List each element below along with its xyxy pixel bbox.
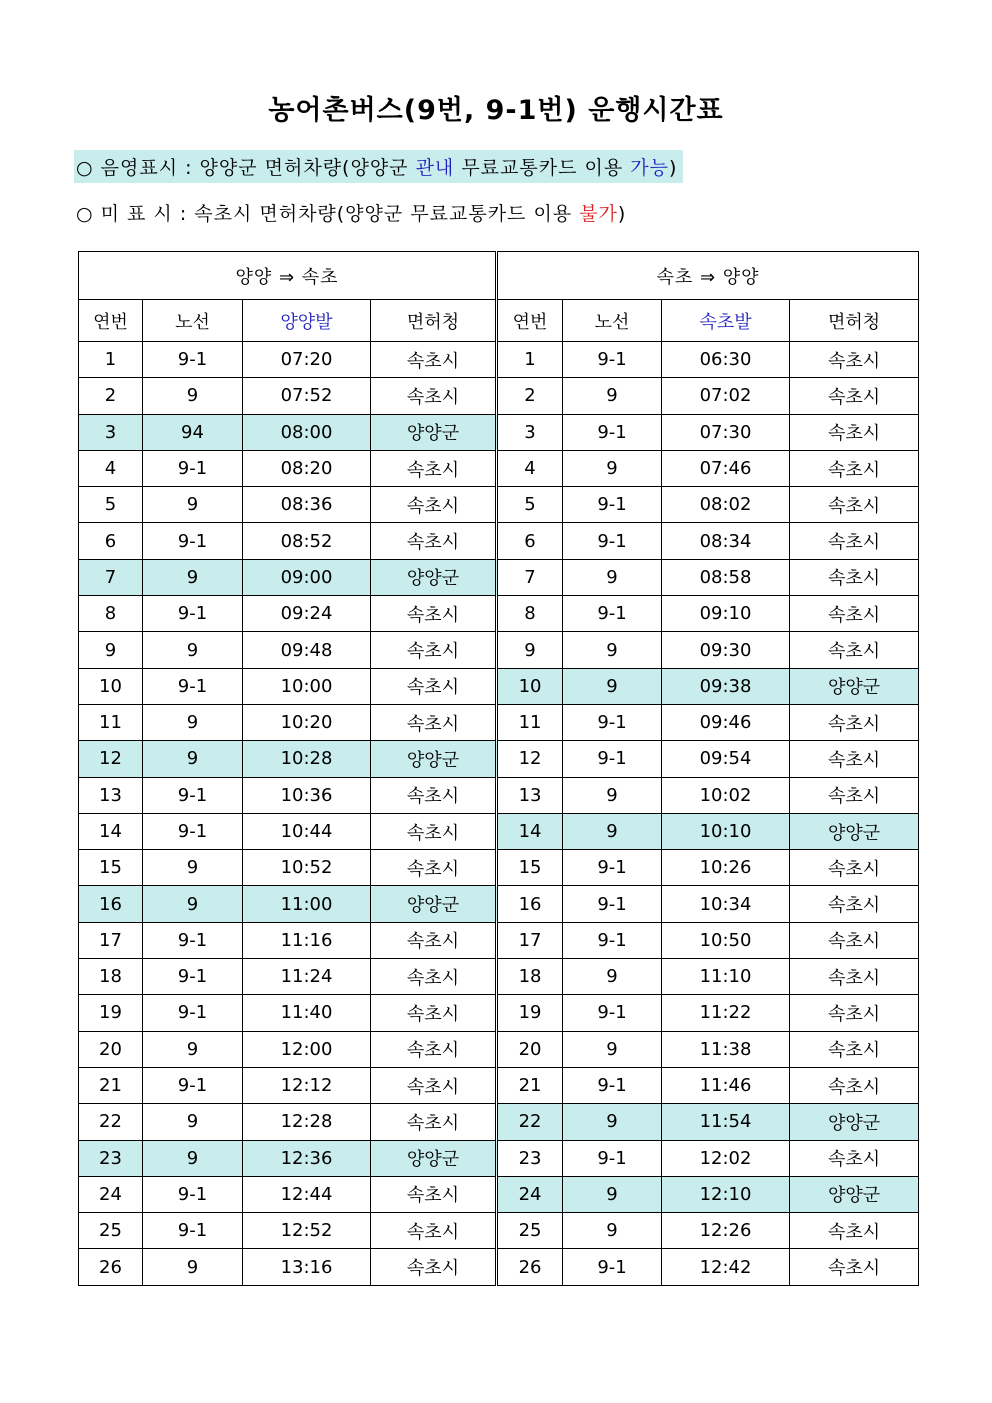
- departure-time-cell: 08:34: [662, 523, 790, 559]
- departure-time-cell: 12:10: [662, 1176, 790, 1212]
- header-route: 노선: [563, 300, 662, 342]
- row-number: 5: [79, 487, 143, 523]
- departure-time-cell: 12:26: [662, 1213, 790, 1249]
- route-cell: 9: [143, 1249, 243, 1285]
- departure-time-cell: 11:46: [662, 1067, 790, 1103]
- route-cell: 9-1: [563, 1140, 662, 1176]
- route-cell: 9: [143, 632, 243, 668]
- departure-time-cell: 11:54: [662, 1104, 790, 1140]
- departure-time-cell: 13:16: [243, 1249, 371, 1285]
- row-number: 19: [79, 995, 143, 1031]
- header-departure-yangyang: 양양발: [243, 300, 371, 342]
- row-number: 3: [497, 414, 563, 450]
- row-number: 18: [497, 959, 563, 995]
- route-cell: 9-1: [143, 995, 243, 1031]
- note-bullet: ○: [76, 157, 94, 179]
- row-number: 17: [497, 922, 563, 958]
- route-cell: 9-1: [563, 850, 662, 886]
- departure-time-cell: 09:46: [662, 704, 790, 740]
- route-cell: 9: [563, 668, 662, 704]
- agency-cell: 속초시: [790, 777, 919, 813]
- departure-time-cell: 07:30: [662, 414, 790, 450]
- route-cell: 9: [143, 1104, 243, 1140]
- departure-time-cell: 11:16: [243, 922, 371, 958]
- route-cell: 9-1: [143, 1213, 243, 1249]
- departure-time-cell: 09:38: [662, 668, 790, 704]
- departure-time-cell: 07:46: [662, 450, 790, 486]
- departure-time-cell: 07:02: [662, 378, 790, 414]
- row-number: 16: [497, 886, 563, 922]
- route-cell: 9: [143, 741, 243, 777]
- header-agency: 면허청: [790, 300, 919, 342]
- departure-time-cell: 11:24: [243, 959, 371, 995]
- route-cell: 9: [563, 813, 662, 849]
- table-row: [79, 668, 919, 704]
- row-number: 6: [497, 523, 563, 559]
- departure-time-cell: 11:22: [662, 995, 790, 1031]
- agency-cell: 속초시: [790, 741, 919, 777]
- departure-time-cell: 09:54: [662, 741, 790, 777]
- agency-cell: 속초시: [371, 668, 497, 704]
- agency-cell: 속초시: [790, 487, 919, 523]
- route-cell: 9-1: [563, 1067, 662, 1103]
- row-number: 8: [497, 596, 563, 632]
- agency-cell: 속초시: [371, 813, 497, 849]
- note-bullet: ○: [76, 203, 94, 225]
- agency-cell: 속초시: [371, 450, 497, 486]
- departure-time-cell: 07:52: [243, 378, 371, 414]
- row-number: 1: [497, 342, 563, 378]
- route-cell: 9-1: [143, 1067, 243, 1103]
- agency-cell: 속초시: [790, 704, 919, 740]
- agency-cell: 속초시: [371, 922, 497, 958]
- table-row: [79, 995, 919, 1031]
- route-cell: 9-1: [563, 995, 662, 1031]
- row-number: 9: [497, 632, 563, 668]
- departure-time-cell: 12:00: [243, 1031, 371, 1067]
- note-text: ): [617, 203, 627, 225]
- route-cell: 9: [563, 1176, 662, 1212]
- departure-time-cell: 09:30: [662, 632, 790, 668]
- row-number: 14: [497, 813, 563, 849]
- departure-time-cell: 10:02: [662, 777, 790, 813]
- route-cell: 9: [143, 559, 243, 595]
- departure-time-cell: 11:00: [243, 886, 371, 922]
- route-cell: 9: [563, 632, 662, 668]
- note-text: 무료교통카드 이용: [454, 157, 631, 179]
- route-cell: 9: [563, 1104, 662, 1140]
- row-number: 23: [79, 1140, 143, 1176]
- agency-cell: 속초시: [371, 1067, 497, 1103]
- route-cell: 9: [563, 1031, 662, 1067]
- departure-time-cell: 10:10: [662, 813, 790, 849]
- note-text: 음영표시 : 양양군 면허차량(양양군: [93, 157, 416, 179]
- agency-cell: 속초시: [790, 378, 919, 414]
- departure-time-cell: 08:36: [243, 487, 371, 523]
- timetable: [78, 251, 919, 1286]
- row-number: 6: [79, 523, 143, 559]
- header-route: 노선: [143, 300, 243, 342]
- row-number: 24: [497, 1176, 563, 1212]
- departure-time-cell: 10:34: [662, 886, 790, 922]
- table-row: [79, 559, 919, 595]
- departure-time-cell: 12:44: [243, 1176, 371, 1212]
- timetable-body: [79, 342, 919, 1286]
- header-number: 연번: [497, 300, 563, 342]
- table-row: [79, 850, 919, 886]
- agency-cell: 속초시: [371, 342, 497, 378]
- row-number: 1: [79, 342, 143, 378]
- table-row: [79, 414, 919, 450]
- agency-cell: 속초시: [371, 1031, 497, 1067]
- agency-cell: 양양군: [790, 668, 919, 704]
- row-number: 14: [79, 813, 143, 849]
- departure-time-cell: 10:20: [243, 704, 371, 740]
- table-row: [79, 741, 919, 777]
- direction-yangyang-to-sokcho: 양양 ⇒ 속초: [79, 252, 497, 300]
- agency-cell: 속초시: [790, 922, 919, 958]
- route-cell: 9: [563, 450, 662, 486]
- departure-time-cell: 10:52: [243, 850, 371, 886]
- row-number: 15: [79, 850, 143, 886]
- row-number: 10: [497, 668, 563, 704]
- agency-cell: 속초시: [790, 1031, 919, 1067]
- row-number: 2: [497, 378, 563, 414]
- table-row: [79, 342, 919, 378]
- table-row: [79, 813, 919, 849]
- row-number: 17: [79, 922, 143, 958]
- row-number: 5: [497, 487, 563, 523]
- agency-cell: 속초시: [790, 995, 919, 1031]
- agency-cell: 속초시: [790, 342, 919, 378]
- agency-cell: 속초시: [790, 1140, 919, 1176]
- row-number: 10: [79, 668, 143, 704]
- route-cell: 9: [143, 1031, 243, 1067]
- row-number: 25: [497, 1213, 563, 1249]
- agency-cell: 속초시: [790, 414, 919, 450]
- row-number: 16: [79, 886, 143, 922]
- departure-time-cell: 12:42: [662, 1249, 790, 1285]
- agency-cell: 속초시: [371, 704, 497, 740]
- row-number: 11: [79, 704, 143, 740]
- page-title: 농어촌버스(9번, 9-1번) 운행시간표: [268, 95, 724, 126]
- table-row: [79, 922, 919, 958]
- direction-sokcho-to-yangyang: 속초 ⇒ 양양: [497, 252, 919, 300]
- row-number: 21: [497, 1067, 563, 1103]
- departure-time-cell: 10:36: [243, 777, 371, 813]
- agency-cell: 속초시: [371, 378, 497, 414]
- departure-time-cell: 11:40: [243, 995, 371, 1031]
- route-cell: 9-1: [563, 596, 662, 632]
- departure-time-cell: 08:02: [662, 487, 790, 523]
- note-highlight-text: 가능: [630, 157, 669, 179]
- departure-time-cell: 06:30: [662, 342, 790, 378]
- agency-cell: 양양군: [371, 559, 497, 595]
- departure-time-cell: 10:26: [662, 850, 790, 886]
- departure-time-cell: 08:20: [243, 450, 371, 486]
- agency-cell: 속초시: [790, 886, 919, 922]
- route-cell: 9-1: [143, 813, 243, 849]
- route-cell: 9-1: [143, 959, 243, 995]
- route-cell: 9: [143, 704, 243, 740]
- table-row: [79, 450, 919, 486]
- route-cell: 9-1: [143, 450, 243, 486]
- departure-time-cell: 09:10: [662, 596, 790, 632]
- agency-cell: 양양군: [371, 414, 497, 450]
- route-cell: 9: [563, 777, 662, 813]
- agency-cell: 속초시: [371, 1213, 497, 1249]
- route-cell: 9-1: [563, 741, 662, 777]
- agency-cell: 속초시: [790, 1213, 919, 1249]
- table-row: [79, 1104, 919, 1140]
- agency-cell: 양양군: [790, 813, 919, 849]
- table-row: [79, 1140, 919, 1176]
- agency-cell: 속초시: [371, 487, 497, 523]
- row-number: 2: [79, 378, 143, 414]
- row-number: 13: [79, 777, 143, 813]
- agency-cell: 속초시: [790, 596, 919, 632]
- table-row: [79, 378, 919, 414]
- row-number: 19: [497, 995, 563, 1031]
- route-cell: 9-1: [563, 414, 662, 450]
- departure-time-cell: 10:44: [243, 813, 371, 849]
- row-number: 22: [79, 1104, 143, 1140]
- route-cell: 9-1: [143, 777, 243, 813]
- row-number: 20: [497, 1031, 563, 1067]
- note-highlight-text: 관내: [415, 157, 455, 179]
- route-cell: 9-1: [563, 886, 662, 922]
- route-cell: 9-1: [563, 523, 662, 559]
- table-row: [79, 1067, 919, 1103]
- agency-cell: 속초시: [790, 523, 919, 559]
- departure-time-cell: 09:48: [243, 632, 371, 668]
- departure-time-cell: 12:36: [243, 1140, 371, 1176]
- route-cell: 9: [143, 378, 243, 414]
- departure-time-cell: 07:20: [243, 342, 371, 378]
- header-agency: 면허청: [371, 300, 497, 342]
- row-number: 22: [497, 1104, 563, 1140]
- table-row: [79, 523, 919, 559]
- route-cell: 9: [563, 959, 662, 995]
- row-number: 4: [497, 450, 563, 486]
- route-cell: 9: [563, 559, 662, 595]
- agency-cell: 양양군: [790, 1176, 919, 1212]
- route-cell: 9: [563, 378, 662, 414]
- row-number: 25: [79, 1213, 143, 1249]
- agency-cell: 속초시: [371, 632, 497, 668]
- row-number: 9: [79, 632, 143, 668]
- route-cell: 9: [563, 1213, 662, 1249]
- agency-cell: 속초시: [371, 523, 497, 559]
- row-number: 26: [497, 1249, 563, 1285]
- departure-time-cell: 12:12: [243, 1067, 371, 1103]
- agency-cell: 양양군: [371, 1140, 497, 1176]
- row-number: 15: [497, 850, 563, 886]
- agency-cell: 속초시: [371, 850, 497, 886]
- table-row: [79, 1176, 919, 1212]
- agency-cell: 속초시: [371, 1104, 497, 1140]
- agency-cell: 속초시: [790, 450, 919, 486]
- agency-cell: 속초시: [371, 959, 497, 995]
- departure-time-cell: 09:24: [243, 596, 371, 632]
- table-row: [79, 1213, 919, 1249]
- route-cell: 9-1: [143, 922, 243, 958]
- departure-time-cell: 09:00: [243, 559, 371, 595]
- row-number: 4: [79, 450, 143, 486]
- row-number: 11: [497, 704, 563, 740]
- route-cell: 9: [143, 1140, 243, 1176]
- route-cell: 9-1: [563, 487, 662, 523]
- departure-time-cell: 12:02: [662, 1140, 790, 1176]
- table-row: [79, 959, 919, 995]
- table-row: [79, 1031, 919, 1067]
- agency-cell: 속초시: [790, 1067, 919, 1103]
- departure-time-cell: 08:58: [662, 559, 790, 595]
- note-shaded: [74, 150, 683, 183]
- row-number: 20: [79, 1031, 143, 1067]
- departure-time-cell: 11:10: [662, 959, 790, 995]
- departure-time-cell: 12:28: [243, 1104, 371, 1140]
- row-number: 8: [79, 596, 143, 632]
- header-number: 연번: [79, 300, 143, 342]
- departure-time-cell: 11:38: [662, 1031, 790, 1067]
- route-cell: 9-1: [563, 704, 662, 740]
- agency-cell: 속초시: [371, 1249, 497, 1285]
- agency-cell: 속초시: [790, 959, 919, 995]
- agency-cell: 속초시: [371, 995, 497, 1031]
- row-number: 12: [79, 741, 143, 777]
- row-number: 26: [79, 1249, 143, 1285]
- route-cell: 9-1: [563, 342, 662, 378]
- route-cell: 9-1: [563, 1249, 662, 1285]
- departure-time-cell: 08:00: [243, 414, 371, 450]
- note-text: 미 표 시 : 속초시 면허차량(양양군 무료교통카드 이용: [93, 203, 580, 225]
- agency-cell: 속초시: [790, 1249, 919, 1285]
- departure-time-cell: 08:52: [243, 523, 371, 559]
- route-cell: 94: [143, 414, 243, 450]
- route-cell: 9-1: [143, 596, 243, 632]
- route-cell: 9: [143, 850, 243, 886]
- row-number: 24: [79, 1176, 143, 1212]
- route-cell: 9-1: [143, 342, 243, 378]
- row-number: 7: [79, 559, 143, 595]
- row-number: 13: [497, 777, 563, 813]
- agency-cell: 양양군: [371, 741, 497, 777]
- route-cell: 9-1: [143, 668, 243, 704]
- row-number: 12: [497, 741, 563, 777]
- table-row: [79, 777, 919, 813]
- note-text: ): [668, 157, 678, 179]
- departure-time-cell: 10:00: [243, 668, 371, 704]
- route-cell: 9: [143, 487, 243, 523]
- note-unshaded: [74, 196, 628, 229]
- table-row: [79, 886, 919, 922]
- agency-cell: 속초시: [790, 632, 919, 668]
- agency-cell: 속초시: [371, 1176, 497, 1212]
- route-cell: 9: [143, 886, 243, 922]
- agency-cell: 양양군: [790, 1104, 919, 1140]
- agency-cell: 속초시: [790, 559, 919, 595]
- departure-time-cell: 12:52: [243, 1213, 371, 1249]
- header-departure-sokcho: 속초발: [662, 300, 790, 342]
- route-cell: 9-1: [143, 523, 243, 559]
- departure-time-cell: 10:28: [243, 741, 371, 777]
- departure-time-cell: 10:50: [662, 922, 790, 958]
- row-number: 18: [79, 959, 143, 995]
- note-warning-text: 불가: [579, 203, 618, 225]
- row-number: 21: [79, 1067, 143, 1103]
- agency-cell: 속초시: [371, 777, 497, 813]
- table-row: [79, 487, 919, 523]
- row-number: 23: [497, 1140, 563, 1176]
- agency-cell: 속초시: [371, 596, 497, 632]
- route-cell: 9-1: [563, 922, 662, 958]
- table-row: [79, 596, 919, 632]
- row-number: 7: [497, 559, 563, 595]
- route-cell: 9-1: [143, 1176, 243, 1212]
- table-row: [79, 1249, 919, 1285]
- agency-cell: 속초시: [790, 850, 919, 886]
- table-row: [79, 704, 919, 740]
- agency-cell: 양양군: [371, 886, 497, 922]
- row-number: 3: [79, 414, 143, 450]
- table-row: [79, 632, 919, 668]
